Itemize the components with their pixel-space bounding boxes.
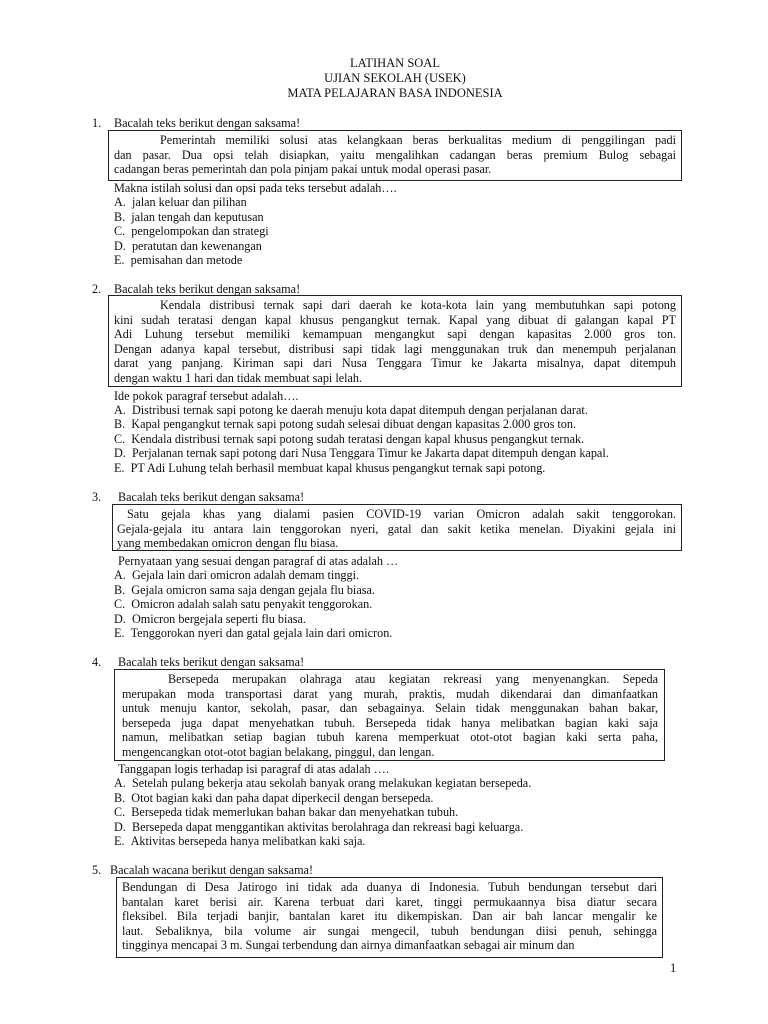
option-text: Perjalanan ternak sapi potong dari Nusa Tenggara Timur ke Jakarta dapat ditempuh dengan kapal. <box>131 446 609 460</box>
option-letter: A. <box>114 776 126 790</box>
option-d <box>114 446 609 461</box>
option-text: Gejala lain dari omicron adalah demam tinggi. <box>131 568 360 582</box>
passage-line: merupakan moda transportasi darat yang murah, praktis, mudah dikendarai dan dimanfaatkan <box>122 686 658 701</box>
option-letter: E. <box>114 834 125 848</box>
option-text: jalan keluar dan pilihan <box>131 195 247 209</box>
option-text: Bersepeda dapat menggantikan aktivitas berolahraga dan rekreasi bagi keluarga. <box>131 820 524 834</box>
question-text: Makna istilah solusi dan opsi pada teks tersebut adalah…. <box>114 181 397 195</box>
question-instruction: Bacalah teks berikut dengan saksama! <box>118 655 305 669</box>
option-c <box>114 597 372 612</box>
passage-line: tingginya mencapai 3 m. Sungai terbendung dan airnya dimanfaatkan sebagai air minum dan <box>122 938 575 953</box>
option-letter: C. <box>114 432 126 446</box>
passage-line: Bendungan di Desa Jatirogo ini tidak ada duanya di Indonesia. Tubuh bendungan tersebut dari <box>122 880 657 894</box>
question-number: 3. <box>92 490 102 504</box>
option-letter: E. <box>114 461 125 475</box>
question-instruction: Bacalah teks berikut dengan saksama! <box>114 116 301 130</box>
question-text: Ide pokok paragraf tersebut adalah…. <box>114 389 299 403</box>
option-a <box>114 195 247 210</box>
option-d <box>114 239 262 254</box>
option-letter: A. <box>114 195 126 209</box>
passage-line: darat yang panjang. Kiriman sapi dari Nusa Tenggara Timur ke Jakarta misalnya, dapat ditempuh <box>114 356 676 371</box>
option-text: Omicron adalah salah satu penyakit tenggorokan. <box>131 597 373 611</box>
option-e <box>114 834 365 849</box>
question-number: 5. <box>92 863 102 877</box>
option-text: pengelompokan dan strategi <box>131 224 269 238</box>
passage-line: namun, melibatkan setiap bagian tubuh karena memperkuat otot-otot bagian kaki serta paha, <box>122 730 658 745</box>
passage-line: dengan waktu 1 hari dan tidak membuat sapi lelah. <box>114 370 363 385</box>
option-letter: A. <box>114 403 126 417</box>
option-e <box>114 626 392 641</box>
option-text: Setelah pulang bekerja atau sekolah banyak orang melakukan kegiatan bersepeda. <box>131 776 532 790</box>
option-letter: A. <box>114 568 126 582</box>
passage-line: Kendala distribusi ternak sapi dari daerah ke kota-kota lain yang membutuhkan sapi potong <box>160 298 676 312</box>
option-d <box>114 612 306 627</box>
question-number: 4. <box>92 655 102 669</box>
option-letter: D. <box>114 612 126 626</box>
passage-line: fleksibel. Bila terjadi banjir, bantalan karet itu dikempiskan. Dan air bah lancar mengalir ke <box>122 909 657 924</box>
option-d <box>114 820 523 835</box>
option-b <box>114 583 375 598</box>
passage-line: cadangan beras pemerintah dan pola pinjam pakai untuk modal operasi pasar. <box>114 162 492 177</box>
option-letter: C. <box>114 597 126 611</box>
passage-line: laut. Sebaliknya, bila volume air sungai mengecil, tubuh bendungan diisi penuh, sehingga <box>122 923 657 938</box>
passage-box <box>108 295 682 387</box>
question-instruction: Bacalah teks berikut dengan saksama! <box>114 282 301 296</box>
option-c <box>114 224 269 239</box>
passage-box <box>108 130 682 181</box>
option-text: Kendala distribusi ternak sapi potong sudah teratasi dengan kapal khusus pengangkut ternak. <box>131 432 585 446</box>
doc-title-line2: UJIAN SEKOLAH (USEK) <box>324 71 466 85</box>
option-e <box>114 461 545 476</box>
option-text: PT Adi Luhung telah berhasil membuat kapal khusus pengangkut ternak sapi potong. <box>130 461 546 475</box>
question-number: 1. <box>92 116 102 130</box>
option-text: jalan tengah dan keputusan <box>131 210 264 224</box>
doc-title-line1: LATIHAN SOAL <box>350 56 440 70</box>
option-text: Otot bagian kaki dan paha dapat diperkecil dengan bersepeda. <box>131 791 434 805</box>
passage-line: Pemerintah memiliki solusi atas kelangkaan beras berkualitas medium di penggilingan padi <box>160 133 676 147</box>
passage-line: mengencangkan otot-otot bagian belakang, pinggul, dan lengan. <box>122 744 435 759</box>
option-b <box>114 791 433 806</box>
passage-line: Dengan adanya kapal tersebut, distribusi sapi tidak lagi menggunakan truk dan menempuh perjalanan <box>114 341 676 356</box>
option-text: Gejala omicron sama saja dengan gejala flu biasa. <box>131 583 375 597</box>
option-text: Aktivitas bersepeda hanya melibatkan kaki saja. <box>130 834 366 848</box>
option-a <box>114 568 359 583</box>
option-a <box>114 403 588 418</box>
question-instruction: Bacalah teks berikut dengan saksama! <box>118 490 305 504</box>
passage-box <box>116 877 663 958</box>
option-text: pemisahan dan metode <box>130 253 243 267</box>
option-text: peratutan dan kewenangan <box>131 239 262 253</box>
passage-line: bantalan karet berisi air. Karena terbuat dari karet, tinggi permukaannya bisa diatur secara <box>122 894 657 909</box>
passage-box <box>112 504 682 551</box>
option-b <box>114 417 576 432</box>
option-letter: E. <box>114 626 125 640</box>
option-text: Kapal pengangkut ternak sapi potong sudah selesai dibuat dengan kapasitas 2.000 gros ton. <box>131 417 577 431</box>
option-letter: C. <box>114 224 126 238</box>
option-letter: D. <box>114 820 126 834</box>
passage-line: Gejala-gejala itu antara lain tenggorokan nyeri, gatal dan sakit ketika menelan. Diyakini gejala ini <box>117 521 676 536</box>
option-text: Tenggorokan nyeri dan gatal gejala lain dari omicron. <box>130 626 393 640</box>
passage-line: bersepeda juga dapat menyehatkan tubuh. Bersepeda tidak hanya melibatkan bagian kaki saja <box>122 715 658 730</box>
option-text: Distribusi ternak sapi potong ke daerah menuju kota dapat ditempuh dengan perjalanan darat. <box>131 403 588 417</box>
option-c <box>114 432 584 447</box>
passage-box <box>114 669 665 761</box>
option-letter: D. <box>114 446 126 460</box>
question-text: Tanggapan logis terhadap isi paragraf di atas adalah …. <box>118 762 389 776</box>
option-text: Omicron bergejala seperti flu biasa. <box>131 612 307 626</box>
question-number: 2. <box>92 282 102 296</box>
passage-line: kini sudah teratasi dengan kapal khusus pengangkut ternak. Kapal yang dibuat di galangan kapal PT <box>114 312 676 327</box>
option-b <box>114 210 264 225</box>
option-letter: B. <box>114 791 126 805</box>
question-instruction: Bacalah wacana berikut dengan saksama! <box>110 863 314 877</box>
option-letter: E. <box>114 253 125 267</box>
option-letter: B. <box>114 210 126 224</box>
passage-line: Bersepeda merupakan olahraga atau kegiatan rekreasi yang menyenangkan. Sepeda <box>168 672 658 686</box>
option-letter: B. <box>114 417 126 431</box>
page-number: 1 <box>670 961 677 975</box>
option-letter: D. <box>114 239 126 253</box>
passage-line: untuk menuju kantor, sekolah, pasar, dan sebagainya. Selain tidak menggunakan bahan bakar, <box>122 701 658 716</box>
option-letter: C. <box>114 805 126 819</box>
option-text: Bersepeda tidak memerlukan bahan bakar dan menyehatkan tubuh. <box>131 805 459 819</box>
option-letter: B. <box>114 583 126 597</box>
option-e <box>114 253 242 268</box>
question-text: Pernyataan yang sesuai dengan paragraf di atas adalah … <box>118 554 399 568</box>
passage-line: yang membedakan omicron dengan flu biasa. <box>117 536 339 551</box>
option-a <box>114 776 531 791</box>
doc-title-line3: MATA PELAJARAN BASA INDONESIA <box>287 86 503 100</box>
passage-line: Satu gejala khas yang dialami pasien COVID-19 varian Omicron adalah sakit tenggorokan. <box>127 507 676 521</box>
passage-line: dan pasar. Dua opsi telah disiapkan, yaitu mengalihkan cadangan beras premium Bulog sebagai <box>114 147 676 162</box>
option-c <box>114 805 458 820</box>
passage-line: Adi Luhung tersebut memiliki kemampuan mengangkut sapi dengan kapasitas 2.000 gros ton. <box>114 327 676 342</box>
